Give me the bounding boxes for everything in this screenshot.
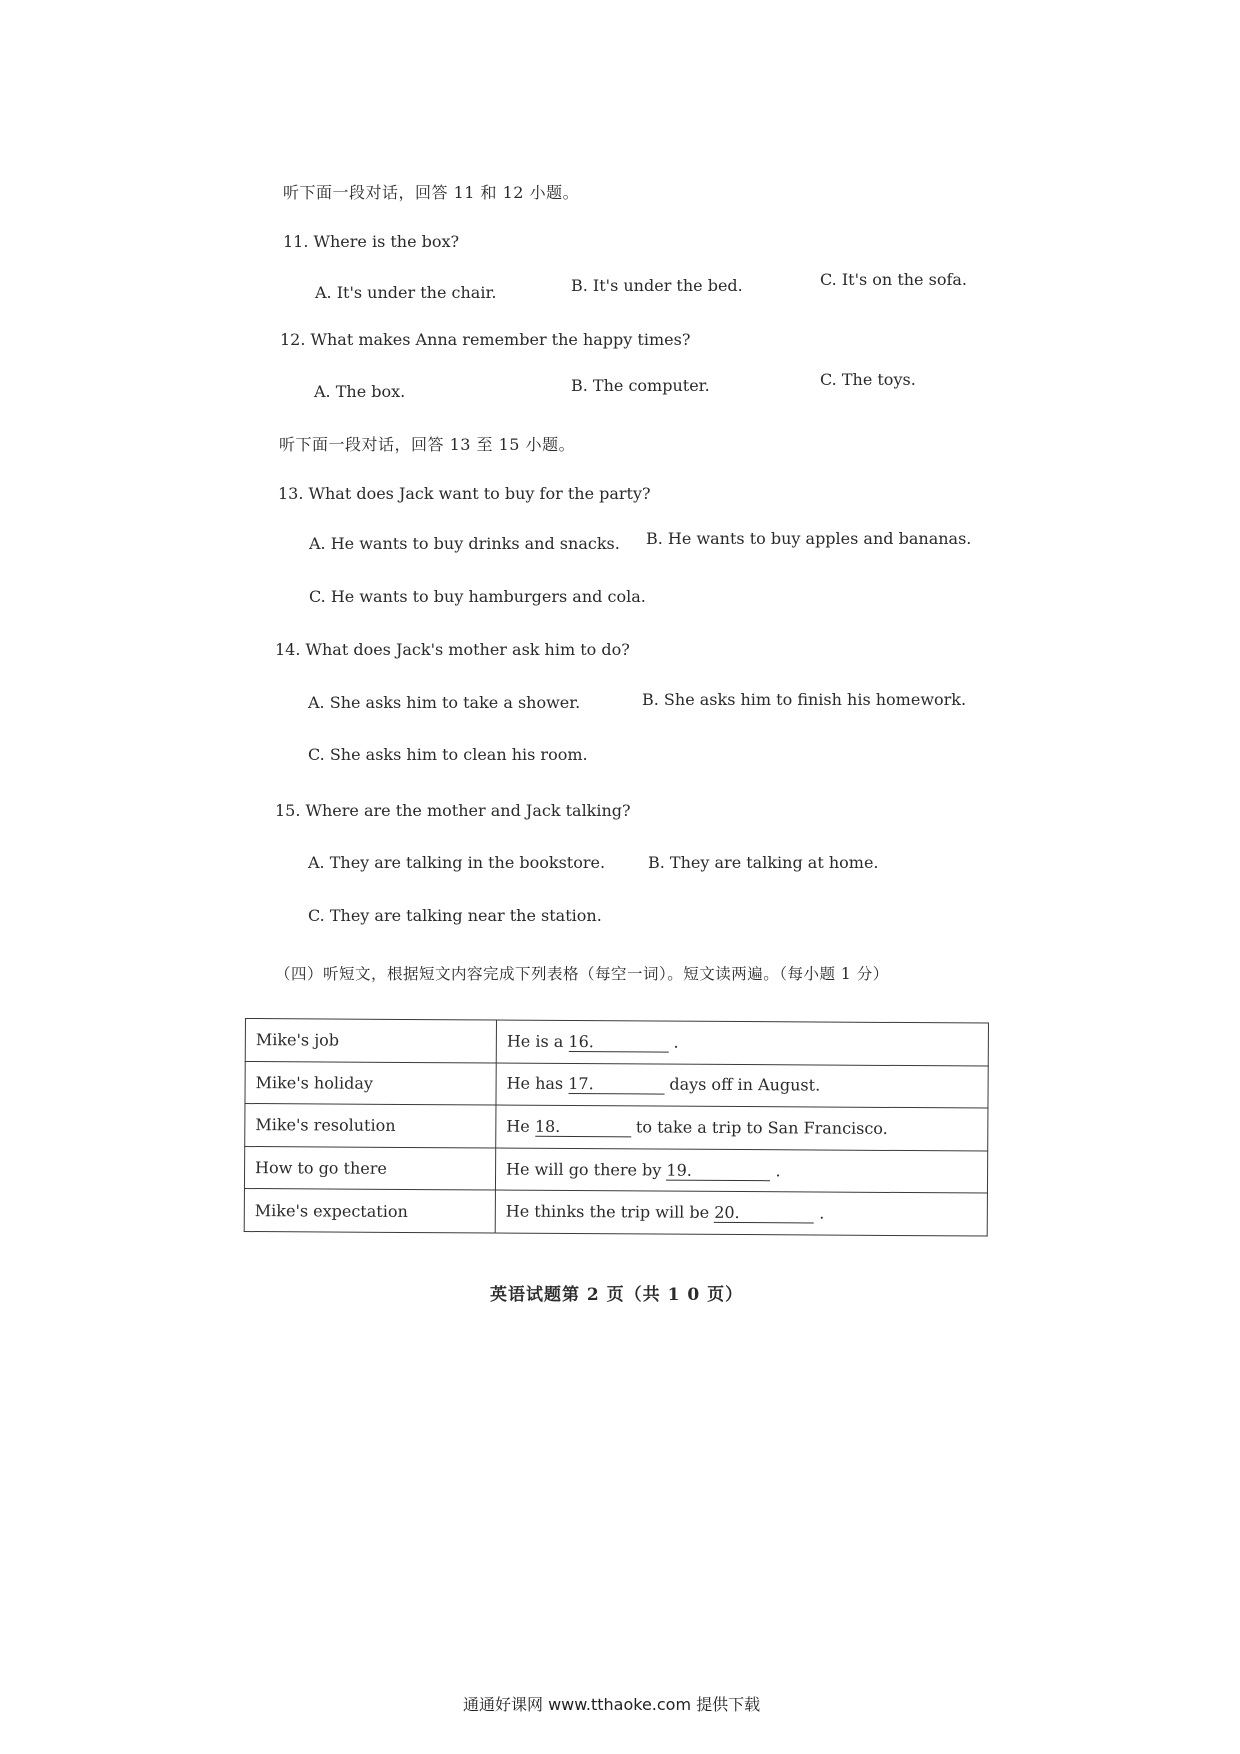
table-row bbox=[245, 1061, 988, 1108]
row-sentence bbox=[496, 1063, 988, 1109]
table-row bbox=[245, 1104, 988, 1151]
sentence-post: . bbox=[673, 1032, 679, 1052]
row-sentence bbox=[495, 1190, 987, 1236]
question-13: 13. What does Jack want to buy for the party? bbox=[278, 484, 651, 503]
blank-number: 16. bbox=[568, 1031, 594, 1051]
q14-option-a: A. She asks him to take a shower. bbox=[308, 693, 581, 712]
question-14: 14. What does Jack's mother ask him to do? bbox=[275, 640, 630, 659]
sentence-post: . bbox=[775, 1160, 781, 1180]
sentence-pre: He has bbox=[506, 1073, 564, 1094]
row-label: Mike's job bbox=[245, 1019, 496, 1063]
row-sentence bbox=[495, 1148, 987, 1194]
q12-option-c: C. The toys. bbox=[820, 370, 916, 389]
section-intro-11-12: 听下面一段对话，回答 11 和 12 小题。 bbox=[283, 183, 580, 202]
q13-option-c: C. He wants to buy hamburgers and cola. bbox=[309, 587, 646, 606]
row-sentence bbox=[496, 1020, 988, 1066]
sentence-post: . bbox=[819, 1203, 825, 1223]
answer-blank-19 bbox=[666, 1160, 770, 1181]
q12-option-b: B. The computer. bbox=[571, 376, 710, 395]
table-row bbox=[245, 1019, 988, 1066]
section-intro-13-15: 听下面一段对话，回答 13 至 15 小题。 bbox=[279, 435, 576, 454]
q12-option-a: A. The box. bbox=[314, 382, 406, 401]
q14-option-c: C. She asks him to clean his room. bbox=[308, 745, 588, 764]
blank-number: 18. bbox=[534, 1116, 561, 1136]
blank-number: 20. bbox=[714, 1203, 740, 1223]
sentence-post: days off in August. bbox=[669, 1074, 821, 1095]
blank-number: 17. bbox=[568, 1074, 594, 1094]
row-label: Mike's holiday bbox=[245, 1061, 496, 1105]
sentence-pre: He bbox=[506, 1116, 530, 1136]
sentence-post: to take a trip to San Francisco. bbox=[635, 1117, 888, 1138]
sentence-pre: He thinks the trip will be bbox=[505, 1201, 710, 1223]
answer-blank-20 bbox=[714, 1203, 814, 1224]
q11-option-a: A. It's under the chair. bbox=[315, 283, 497, 302]
answer-blank-17 bbox=[568, 1074, 664, 1095]
sentence-pre: He will go there by bbox=[506, 1159, 662, 1180]
sentence-pre: He is a bbox=[506, 1031, 564, 1051]
q14-option-b: B. She asks him to finish his homework. bbox=[642, 690, 967, 709]
table-row bbox=[244, 1189, 987, 1236]
row-label: Mike's resolution bbox=[245, 1104, 496, 1148]
row-sentence bbox=[496, 1105, 988, 1151]
part4-instruction: （四）听短文，根据短文内容完成下列表格（每空一词）。短文读两遍。（每小题 1 分） bbox=[275, 965, 889, 983]
page-number: 英语试题第 2 页（共 1 0 页） bbox=[490, 1285, 744, 1305]
question-12: 12. What makes Anna remember the happy times? bbox=[280, 330, 691, 349]
q13-option-b: B. He wants to buy apples and bananas. bbox=[646, 529, 972, 548]
question-15: 15. Where are the mother and Jack talking? bbox=[275, 801, 631, 820]
download-source: 通通好课网 www.tthaoke.com 提供下载 bbox=[463, 1695, 761, 1714]
q15-option-b: B. They are talking at home. bbox=[648, 853, 879, 872]
row-label: Mike's expectation bbox=[244, 1189, 495, 1233]
blank-number: 19. bbox=[666, 1160, 692, 1180]
listening-table bbox=[244, 1018, 989, 1237]
q15-option-a: A. They are talking in the bookstore. bbox=[308, 853, 606, 872]
table-row bbox=[244, 1146, 987, 1193]
answer-blank-18 bbox=[535, 1117, 631, 1138]
q11-option-b: B. It's under the bed. bbox=[571, 276, 743, 295]
question-11: 11. Where is the box? bbox=[283, 232, 460, 251]
row-label: How to go there bbox=[244, 1146, 495, 1190]
answer-blank-16 bbox=[568, 1032, 668, 1053]
q11-option-c: C. It's on the sofa. bbox=[820, 270, 967, 289]
q13-option-a: A. He wants to buy drinks and snacks. bbox=[309, 534, 620, 553]
q15-option-c: C. They are talking near the station. bbox=[308, 906, 602, 925]
